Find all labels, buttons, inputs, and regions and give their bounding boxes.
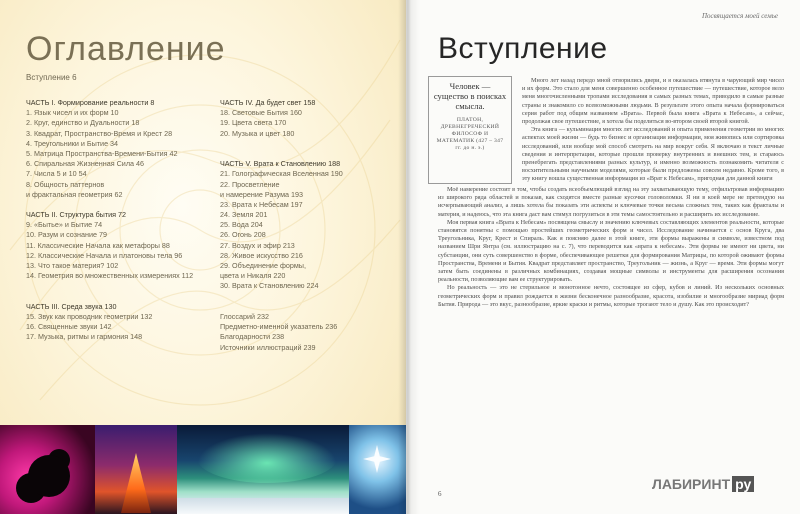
toc-entry: и намерение Разума 193 [220, 189, 304, 199]
epigraph-author: ПЛАТОН, ДРЕВНЕГРЕЧЕСКИЙ ФИЛОСОФ И МАТЕМАТИК (427 – 347 гг. до н. э.) [436, 117, 504, 151]
toc-spacer [26, 281, 193, 291]
aurora-photo [177, 425, 349, 514]
toc-entry: 3. Квадрат, Пространство-Время и Крест 28 [26, 128, 173, 138]
toc-entry: 4. Треугольники и Бытие 34 [26, 138, 119, 148]
toc-entry: 15. Звук как проводник геометрии 132 [26, 311, 153, 321]
toc-entry: и фрактальная геометрия 62 [26, 189, 123, 199]
toc-entry: 24. Земля 201 [220, 210, 268, 220]
page-number: 6 [438, 490, 442, 498]
toc-part-heading: ЧАСТЬ II. Структура бытия 72 [26, 210, 127, 220]
toc-entry: 23. Врата к Небесам 197 [220, 199, 303, 209]
toc-part-heading: ЧАСТЬ V. Врата к Становлению 188 [220, 159, 341, 169]
toc-entry: Благодарности 238 [220, 332, 285, 342]
watermark-text: ЛАБИРИНТ [652, 476, 731, 492]
paragraph: Много лет назад передо мной отворились двери, и я оказалась втянута в чарующий мир чисел и их форм. Это стало для меня совершенно особенное путешествие — путешествие, которое вело меня многочисленными тропами исследования в самых разных темах, приводило в самые разные страны и знакомило со всевозможными людьми. В результате этого опыта начала формироваться серия работ под общим названием «Врата». Первой была книга «Врата к Небесам», а сейчас, продолжая свое путешествие, я хотела бы поделиться во-втором своей второй книгой. [522, 77, 784, 126]
toc-entry: 2. Круг, единство и Дуальности 18 [26, 118, 140, 128]
toc-entry: 18. Световые Бытия 160 [220, 108, 302, 118]
watermark [652, 476, 754, 492]
chapter-title: Вступление [438, 32, 608, 65]
toc-entry: Глоссарий 232 [220, 311, 269, 321]
dedication: Посвящается моей семье [701, 12, 778, 20]
toc-entry: 6. Спиральная Жизненная Сила 46 [26, 159, 145, 169]
toc-title: Оглавление [26, 30, 226, 68]
toc-entry: 7. Числа 5 и 10 54 [26, 169, 87, 179]
toc-entry: 10. Разум и сознание 79 [26, 230, 107, 240]
toc-entry: 11. Классические Начала как метафоры 88 [26, 240, 170, 250]
toc-entry: 8. Общность паттернов [26, 179, 105, 189]
toc-entry: 21. Голографическая Вселенная 190 [220, 169, 343, 179]
paragraph: Эта книга — кульминация многих лет исследований и опыта применения геометрии во многих аспектах моей жизни — будь то бизнес и организация информации, моя живопись или сортировка исследований, или вообще мой способ смотреть на мир вокруг себя. Я включаю в текст личные сведения и интерпретации, которые прошли проверку внутренних и внешних тем, и стараюсь пренебрегать представлениями разных культур, и именно возможность познакомить читателя с восхитительными научными моделями, которые были предложены совсем недавно. Кроме того, в эту книгу вошла существенная информация из «Врат к Небесам», пригодная для данной книги [522, 126, 784, 183]
toc-entry: 28. Живое искусство 216 [220, 250, 303, 260]
toc-spacer [220, 139, 343, 149]
body-text-bottom [438, 186, 784, 309]
toc-entry: 22. Просветление [220, 179, 280, 189]
toc-entry: 5. Матрица Пространства-Времени-Бытия 42 [26, 148, 178, 158]
toc-entry: 25. Вода 204 [220, 220, 263, 230]
photo-strip [0, 425, 406, 514]
toc-entry: 27. Воздух и эфир 213 [220, 240, 295, 250]
toc-spacer [220, 149, 343, 159]
toc-intro-entry: Вступление 6 [26, 73, 77, 82]
toc-entry: Источники иллюстраций 239 [220, 342, 316, 352]
toc-column-1 [26, 98, 193, 343]
toc-entry: 13. Что такое материя? 102 [26, 261, 119, 270]
epigraph-text: Человек — существо в поисках смысла. [433, 81, 507, 111]
volcano-photo [95, 425, 177, 514]
toc-entry: 12. Классические Начала и платоновы тела 96 [26, 250, 183, 260]
toc-spacer [220, 302, 343, 312]
body-text-top [522, 77, 784, 184]
right-page [406, 0, 800, 514]
watermark-box: ру [732, 476, 754, 492]
toc-part-heading: ЧАСТЬ IV. Да будет свет 158 [220, 98, 316, 107]
paragraph: Но реальность — это не стерильное и монотонное нечто, состоящее из сфер, кубов и линий. Из нескольких основных геометрических форм и правил рождается в жизни бесконечное разнообразие, красота, изобилие и многообразие мириад форм Бытия. Природа — это вкус, разнообразие, яркие краски и ритмы, которые трогают тело и душу. Как это происходит? [438, 284, 784, 308]
paragraph: Моя первая книга «Врата к Небесам» посвящена смыслу и значению ключевых составляющих элементов реальности, которые становятся понятны с помощью простейших геометрических форм и чисел. Исследование начинается с основ Круга, два Треугольника, Круг, Крест и Спираль. Как я поясняю далее в этой книге, эти формы выражены в символе, известном под названием Шри Янтра (см. иллюстрацию на с. 7), что переводится как «врата к небесам». Эти формы не имеют ни цвета, ни субстанции, они суть совершенство в форме, обеспечивающее решетки для формирования Матрицы, по которой оживают формы Пространства, Времени и Бытия. Квадрат представляет пространство, Треугольник — жизнь, а Круг — время. Эти формы могут затем быть соединены в различных комбинациях, создавая мощные символы и инструменты для расширения осознания реальности, позволяющие вам ее структурировать. [438, 218, 784, 284]
toc-part-heading: ЧАСТЬ III. Среда звука 130 [26, 301, 117, 311]
toc-entry: 26. Огонь 208 [220, 230, 266, 240]
toc-entry: 30. Врата к Становлению 224 [220, 281, 319, 291]
toc-column-2 [220, 98, 343, 353]
toc-entry: 19. Цвета света 170 [220, 118, 287, 128]
fractal-photo [0, 425, 95, 514]
toc-spacer [26, 200, 193, 210]
toc-spacer [220, 292, 343, 302]
book-gutter [398, 0, 420, 514]
toc-entry: 9. «Бытье» и Бытие 74 [26, 220, 103, 230]
toc-entry: 17. Музыка, ритмы и гармония 148 [26, 332, 143, 342]
toc-entry: 1. Язык чисел и их форм 10 [26, 108, 119, 118]
toc-part-heading: ЧАСТЬ I. Формирование реальности 8 [26, 98, 155, 107]
paragraph: Моё намерение состоит в том, чтобы создать всеобъемлющий взгляд на эту захватывающую тему, отфильтровав информацию из широкого ряда областей и показав, как сходятся вместе разные кусочки головоломки. Я ни в коей мере не претендую на исчерпывающий анализ, а лишь хотела бы показать эти аспекты и ключевые точки весьма сложных тем, таких как фракталы и материя, и надеюсь, что эта книга даст вам стимул погрузиться в эти темы самостоятельно и расширить их исследование. [438, 186, 784, 218]
toc-entry: Предметно-именной указатель 236 [220, 322, 338, 332]
epigraph-box [428, 76, 512, 184]
toc-spacer [26, 292, 193, 302]
toc-entry: 16. Священные звуки 142 [26, 322, 112, 332]
toc-entry: 29. Объединение формы, [220, 261, 306, 270]
toc-entry: 14. Геометрия во множественных измерениях 112 [26, 271, 194, 281]
toc-entry: цвета и Никаля 220 [220, 271, 286, 281]
toc-entry: 20. Музыка и цвет 180 [220, 128, 295, 138]
